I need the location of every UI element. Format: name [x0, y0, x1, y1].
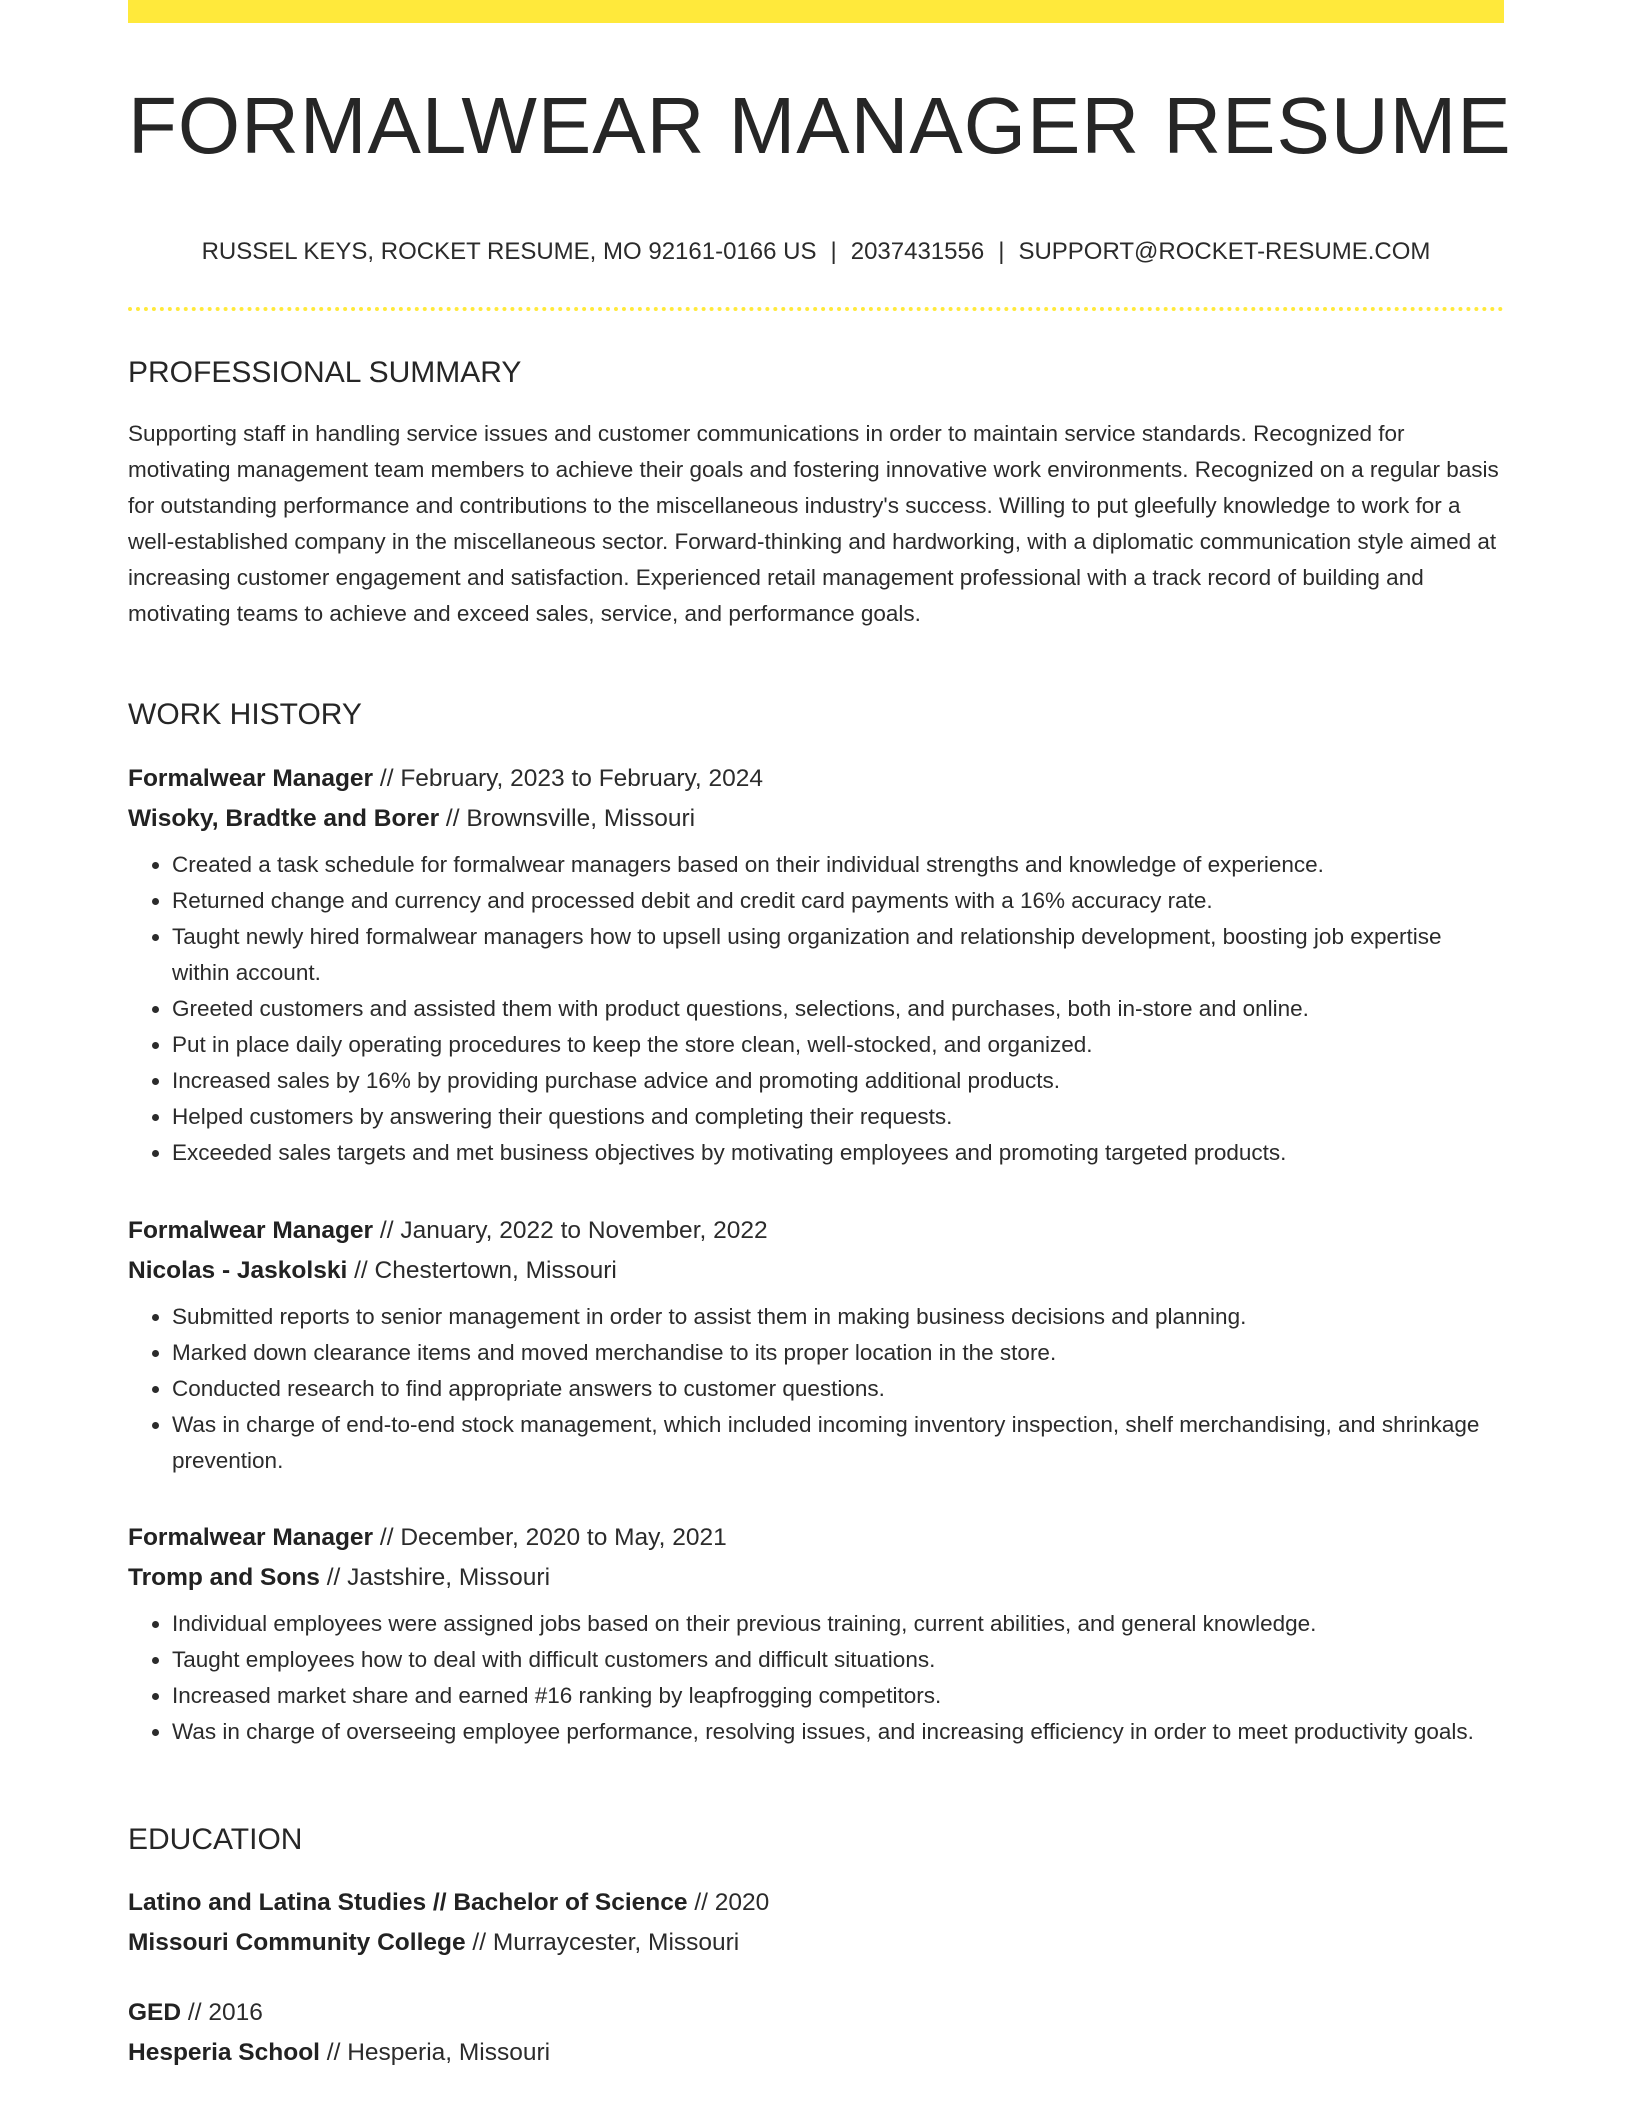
job-bullets: [128, 847, 1504, 1171]
job-entry: [128, 759, 1504, 1171]
education-school-line: [128, 2033, 1504, 2073]
job-company-line: [128, 1251, 1504, 1291]
job-title-line: [128, 759, 1504, 799]
job-company: Tromp and Sons: [128, 1564, 320, 1591]
dotted-divider: [128, 307, 1504, 311]
job-entry: [128, 1211, 1504, 1479]
contact-separator: |: [998, 238, 1005, 265]
job-bullet: • Increased sales by 16% by providing purchase advice and promoting additional products.: [172, 1063, 1504, 1099]
job-location: // Brownsville, Missouri: [445, 805, 696, 832]
contact-separator: |: [830, 238, 837, 265]
education-heading: EDUCATION: [128, 1823, 303, 1856]
job-bullet: • Was in charge of overseeing employee performance, resolving issues, and increasing efficiency in order to meet productivity goals.: [172, 1714, 1504, 1750]
education-degree: Latino and Latina Studies // Bachelor of Science: [128, 1889, 688, 1916]
job-bullet: • Increased market share and earned #16 ranking by leapfrogging competitors.: [172, 1678, 1504, 1714]
work-history-heading: WORK HISTORY: [128, 698, 362, 731]
job-bullet: • Individual employees were assigned jobs based on their previous training, current abilities, and general knowledge.: [172, 1606, 1504, 1642]
job-bullet: • Submitted reports to senior management in order to assist them in making business decisions and planning.: [172, 1299, 1504, 1335]
education-degree: GED: [128, 1999, 182, 2026]
job-entry: [128, 1518, 1504, 1750]
job-company-line: [128, 1558, 1504, 1598]
contact-phone: 2037431556: [850, 238, 985, 265]
job-location: // Chestertown, Missouri: [354, 1257, 617, 1284]
job-bullet: • Exceeded sales targets and met business objectives by motivating employees and promoting targeted products.: [172, 1135, 1504, 1171]
job-company-line: [128, 799, 1504, 839]
job-title: Formalwear Manager: [128, 765, 374, 792]
education-degree-line: [128, 1993, 1504, 2033]
education-entry: [128, 1993, 1504, 2073]
job-bullet: • Taught employees how to deal with difficult customers and difficult situations.: [172, 1642, 1504, 1678]
education-year: // 2016: [187, 1999, 263, 2026]
job-bullet: • Taught newly hired formalwear managers how to upsell using organization and relationship development, boosting job expertise within account.: [172, 919, 1504, 991]
top-accent-bar: [128, 0, 1504, 23]
job-title: Formalwear Manager: [128, 1524, 374, 1551]
education-school-line: [128, 1923, 1504, 1963]
job-bullet: • Created a task schedule for formalwear managers based on their individual strengths and knowledge of experience.: [172, 847, 1504, 883]
contact-email: SUPPORT@ROCKET-RESUME.COM: [1018, 238, 1431, 265]
education-entry: [128, 1883, 1504, 1963]
summary-text: Supporting staff in handling service issues and customer communications in order to maintain service standards. Recognized for motivating management team members to achieve their goals and fostering innovative work environments. Recognized on a regular basis for outstanding performance and contributions to the miscellaneous industry's success. Willing to put gleefully knowledge to work for a well-established company in the miscellaneous sector. Forward-thinking and hardworking, with a diplomatic communication style aimed at increasing customer engagement and satisfaction. Experienced retail management professional with a track record of building and motivating teams to achieve and exceed sales, service, and performance goals.: [128, 421, 1499, 626]
job-bullet: • Returned change and currency and processed debit and credit card payments with a 16% accuracy rate.: [172, 883, 1504, 919]
job-bullet: • Was in charge of end-to-end stock management, which included incoming inventory inspection, shelf merchandising, and shrinkage prevention.: [172, 1407, 1504, 1479]
summary-heading: PROFESSIONAL SUMMARY: [128, 356, 522, 389]
job-title-line: [128, 1211, 1504, 1251]
job-bullet: • Put in place daily operating procedures to keep the store clean, well-stocked, and organized.: [172, 1027, 1504, 1063]
job-bullet: • Helped customers by answering their questions and completing their requests.: [172, 1099, 1504, 1135]
contact-line: [128, 238, 1504, 266]
job-bullets: [128, 1606, 1504, 1750]
education-degree-line: [128, 1883, 1504, 1923]
job-dates: // December, 2020 to May, 2021: [379, 1524, 727, 1551]
education-school: Hesperia School: [128, 2039, 320, 2066]
job-bullet: • Greeted customers and assisted them with product questions, selections, and purchases, both in-store and online.: [172, 991, 1504, 1027]
education-school: Missouri Community College: [128, 1929, 466, 1956]
job-title: Formalwear Manager: [128, 1217, 374, 1244]
job-company: Nicolas - Jaskolski: [128, 1257, 348, 1284]
job-location: // Jastshire, Missouri: [326, 1564, 551, 1591]
job-bullets: [128, 1299, 1504, 1479]
job-company: Wisoky, Bradtke and Borer: [128, 805, 440, 832]
contact-address: RUSSEL KEYS, ROCKET RESUME, MO 92161-0166 US: [201, 238, 817, 265]
education-location: // Hesperia, Missouri: [326, 2039, 551, 2066]
job-bullet: • Marked down clearance items and moved merchandise to its proper location in the store.: [172, 1335, 1504, 1371]
education-location: // Murraycester, Missouri: [472, 1929, 740, 1956]
job-dates: // January, 2022 to November, 2022: [379, 1217, 768, 1244]
education-year: // 2020: [694, 1889, 770, 1916]
job-title-line: [128, 1518, 1504, 1558]
job-bullet: • Conducted research to find appropriate answers to customer questions.: [172, 1371, 1504, 1407]
resume-title: FORMALWEAR MANAGER RESUME: [128, 81, 1512, 170]
job-dates: // February, 2023 to February, 2024: [379, 765, 764, 792]
